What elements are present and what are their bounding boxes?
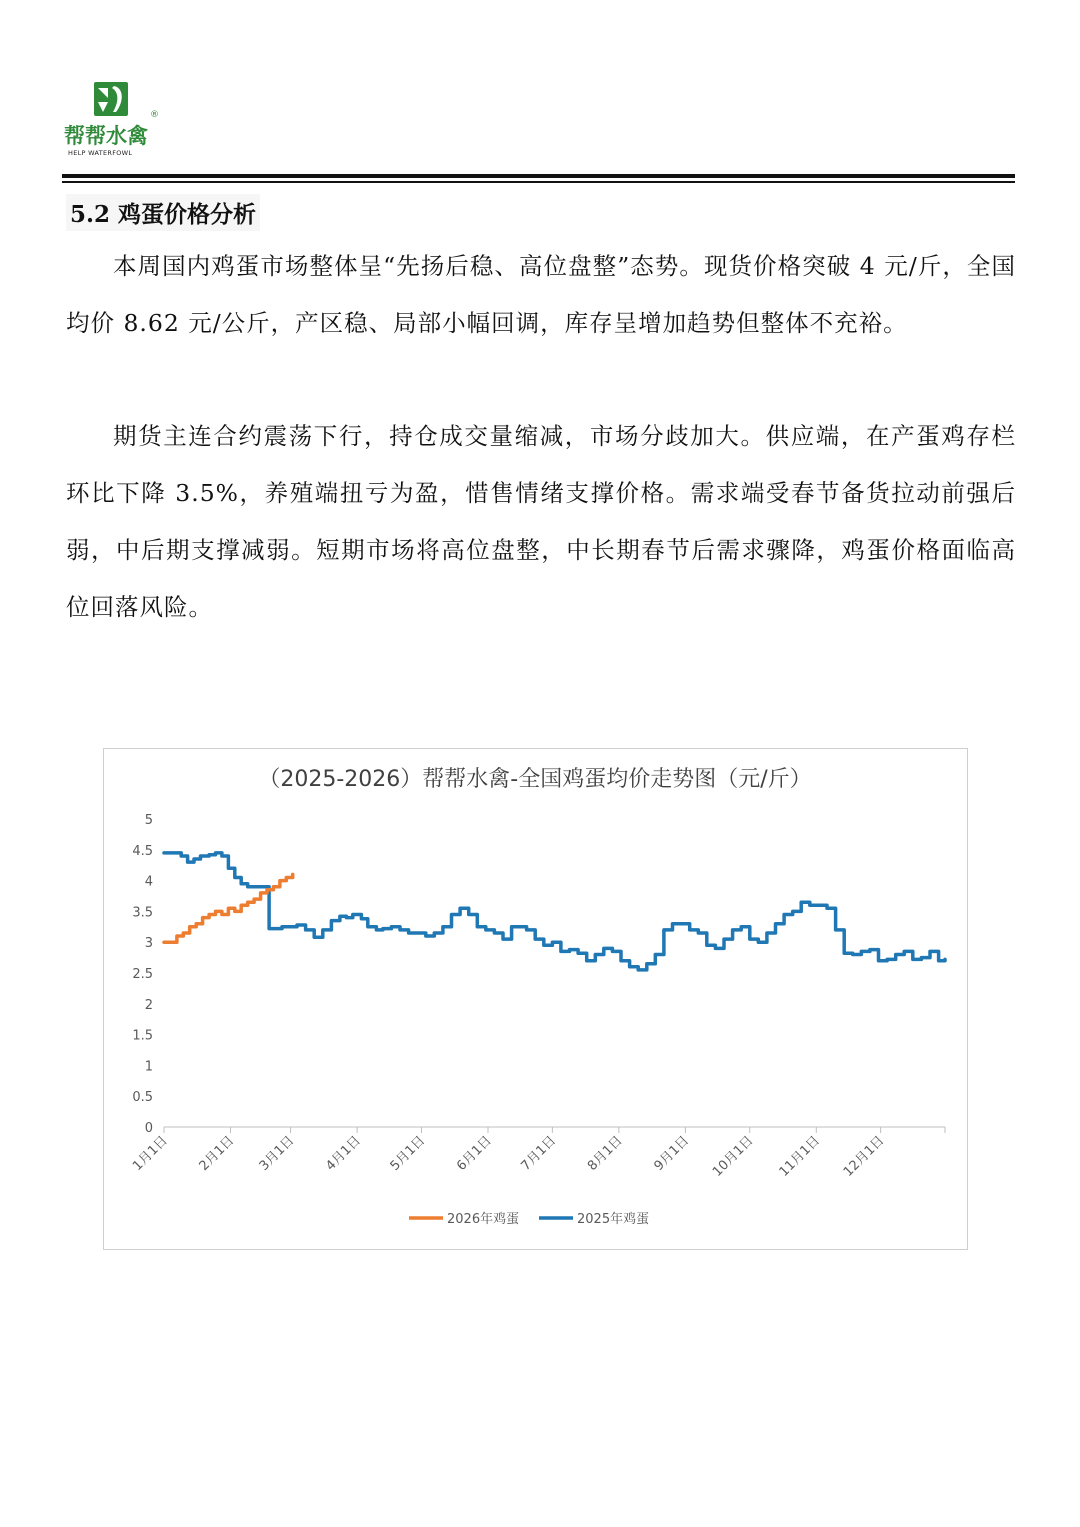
y-tick-label: 4 (144, 874, 153, 890)
header-rule-thin (62, 181, 1015, 183)
logo-leaf-icon (94, 82, 128, 116)
x-tick-label: 11月1日 (776, 1133, 824, 1180)
x-tick-label: 4月1日 (323, 1133, 364, 1174)
chart-title: （2025-2026）帮帮水禽-全国鸡蛋均价走势图（元/斤） (258, 767, 812, 792)
x-tick-label: 10月1日 (710, 1133, 757, 1180)
registered-mark: ® (150, 110, 159, 120)
y-tick-label: 0.5 (132, 1090, 153, 1106)
x-tick-label: 8月1日 (585, 1133, 626, 1174)
y-tick-label: 3 (144, 936, 153, 952)
x-tick-label: 9月1日 (651, 1133, 693, 1174)
legend-item-2026-label: 2026年鸡蛋 (447, 1212, 520, 1227)
x-tick-label: 7月1日 (518, 1133, 560, 1174)
y-tick-label: 1 (144, 1059, 153, 1075)
x-tick-label: 5月1日 (387, 1133, 429, 1174)
brand-logo (62, 82, 172, 162)
x-axis (130, 1127, 945, 1180)
x-tick-label: 12月1日 (840, 1133, 888, 1180)
x-tick-label: 1月1日 (130, 1133, 171, 1174)
series-layer (164, 853, 945, 970)
y-tick-label: 4.5 (132, 843, 153, 859)
y-tick-label: 2 (144, 997, 153, 1013)
x-tick-label: 6月1日 (454, 1133, 495, 1174)
y-tick-label: 2.5 (132, 967, 153, 982)
y-tick-label: 5 (144, 813, 153, 828)
chart-legend (409, 1211, 649, 1227)
paragraph-spot-market: 本周国内鸡蛋市场整体呈“先扬后稳、高位盘整”态势。现货价格突破 4 元/斤，全国均价 8.62 元/公斤，产区稳、局部小幅回调，库存呈增加趋势但整体不充裕。 (66, 252, 1016, 337)
x-tick-label: 3月1日 (256, 1133, 298, 1174)
x-tick-label: 2月1日 (196, 1133, 238, 1174)
price-trend-chart (103, 748, 968, 1250)
y-tick-label: 3.5 (132, 905, 153, 921)
series-line-2026 (164, 874, 293, 942)
header-rule-thick (62, 174, 1015, 178)
series-line-2025 (164, 853, 945, 970)
logo-text: 帮帮水禽 (64, 124, 148, 148)
paragraph-futures-supply-demand: 期货主连合约震荡下行，持仓成交量缩减，市场分歧加大。供应端，在产蛋鸡存栏环比下降 3.5%，养殖端扭亏为盈，惜售情绪支撑价格。需求端受春节备货拉动前强后弱，中后期支撑减弱。短期市场将高位盘整，中长期春节后需求骤降，鸡蛋价格面临高位回落风险。 (66, 422, 1016, 621)
logo-subtext: HELP WATERFOWL (68, 149, 133, 157)
chart-canvas (104, 749, 967, 1249)
y-tick-label: 0 (144, 1121, 153, 1136)
legend-item-2025-label: 2025年鸡蛋 (577, 1212, 650, 1227)
y-tick-label: 1.5 (132, 1028, 153, 1044)
y-axis (132, 813, 153, 1136)
section-title: 5.2 鸡蛋价格分析 (66, 194, 260, 231)
